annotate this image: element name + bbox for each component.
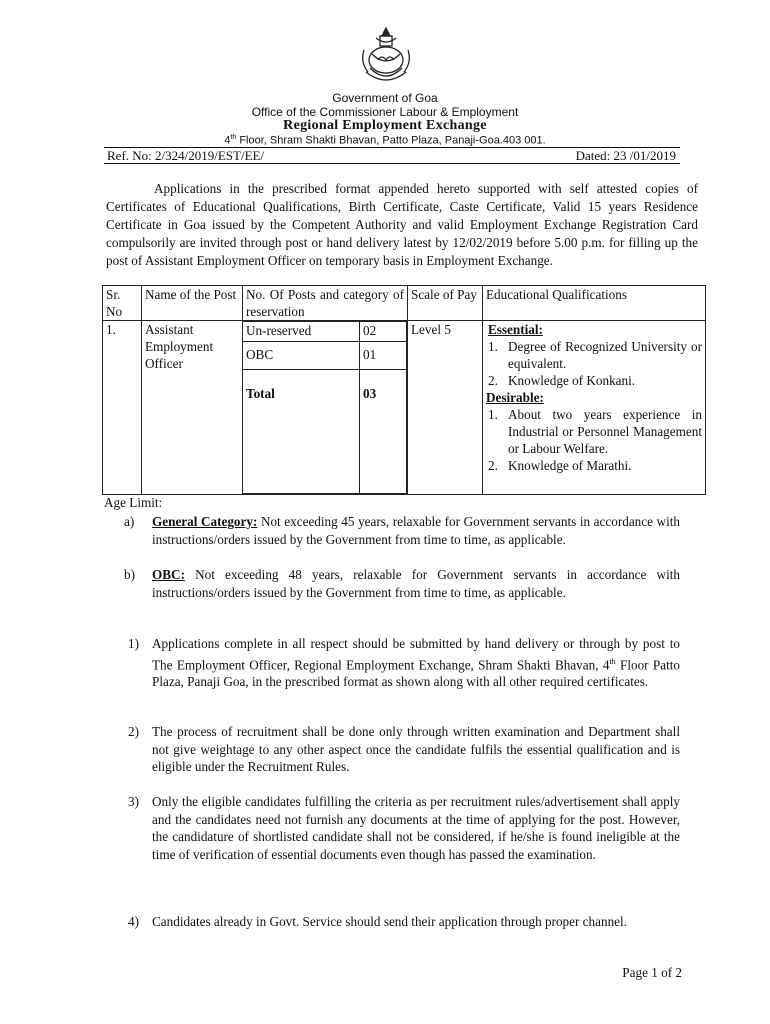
- address-rest: Floor, Shram Shakti Bhavan, Patto Plaza, Panaji-Goa.403 001.: [236, 134, 546, 147]
- goa-emblem-icon: [356, 24, 416, 90]
- row-name: Assistant Employment Officer: [142, 321, 243, 495]
- header-address: [0, 134, 770, 147]
- list-item: 1. About two years experience in Industrial or Personnel Management or Labour Welfare.: [488, 407, 702, 456]
- row-qualifications: [483, 321, 706, 495]
- reservation-count: 02: [360, 322, 407, 342]
- essential-list: [486, 338, 702, 389]
- page-number: Page 1 of 2: [622, 965, 682, 980]
- reference-bar: [104, 147, 680, 164]
- header-exchange: Regional Employment Exchange: [283, 118, 487, 133]
- desirable-list: [486, 406, 702, 474]
- table-row: [103, 321, 706, 495]
- reservation-total-count: 03: [360, 370, 407, 494]
- header-scale: Scale of Pay: [408, 286, 483, 321]
- header-qualifications: Educational Qualifications: [483, 286, 706, 321]
- essential-title: Essential:: [488, 322, 543, 337]
- reference-number: Ref. No: 2/324/2019/EST/EE/: [107, 148, 265, 163]
- age-limit-title: Age Limit:: [104, 495, 163, 510]
- header-name: Name of the Post: [142, 286, 243, 321]
- header-posts: No. Of Posts and category of reservation: [243, 286, 408, 321]
- table-header-row: [103, 286, 706, 321]
- address-floor: 4: [224, 134, 231, 147]
- age-limit-item: a) General Category: Not exceeding 45 years, relaxable for Government servants in accordance with instructions/orders issued by the Government from time to time, as applicable.: [124, 514, 680, 547]
- row-reservations: [243, 321, 408, 495]
- condition-item: 3) Only the eligible candidates fulfilling the criteria as per recruitment rules/advertisement shall apply and the candidates need not furnish any documents at the time of applying for the post. However, the candidature of shortlisted candidate shall not be considered, if he/she is found ineligible at the time of verification of essential documents even though has passed the examination.: [128, 794, 680, 862]
- address-suffix: th: [230, 134, 237, 141]
- intro-paragraph: Applications in the prescribed format appended hereto supported with self attested copies of Certificates of Educational Qualifications, Birth Certificate, Caste Certificate, Valid 15 years Residence Certificate in Goa issued by the Competent Authority and valid Employment Exchange Registration Card compulsorily are invited through post or hand delivery latest by 12/02/2019 before 5.00 p.m. for filling up the post of Assistant Employment Officer on temporary basis in Employment Exchange.: [106, 181, 698, 268]
- list-item: 2. Knowledge of Marathi.: [488, 458, 632, 473]
- posts-table: [102, 285, 706, 495]
- age-limit-item: b) OBC: Not exceeding 48 years, relaxable for Government servants in accordance with instructions/orders issued by the Government from time to time, as applicable.: [124, 567, 680, 600]
- list-item: 2. Knowledge of Konkani.: [488, 373, 636, 388]
- reservation-table: [243, 321, 407, 494]
- reference-date: Dated: 23 /01/2019: [575, 148, 676, 163]
- desirable-title: Desirable:: [486, 390, 544, 405]
- reservation-category: Un-reserved: [243, 322, 360, 342]
- row-scale: Level 5: [408, 321, 483, 495]
- row-sr: 1.: [103, 321, 142, 495]
- reservation-category: OBC: [243, 342, 360, 370]
- header-sr: Sr. No: [103, 286, 142, 321]
- header-government: Government of Goa: [332, 91, 438, 105]
- condition-item: 2) The process of recruitment shall be done only through written examination and Department shall not give weightage to any other aspect once the candidate fulfils the essential qualification and is eligible under the Recruitment Rules.: [128, 724, 680, 774]
- reservation-total-label: Total: [243, 370, 360, 494]
- condition-item: 1) Applications complete in all respect should be submitted by hand delivery or through by post to The Employment Officer, Regional Employment Exchange, Shram Shakti Bhavan, 4th Floor Patto Plaza, Panaji Goa, in the prescribed format as shown along with all other required certificates.: [128, 636, 680, 690]
- list-item: 1. Degree of Recognized University or equivalent.: [488, 339, 702, 371]
- reservation-count: 01: [360, 342, 407, 370]
- header-office: Office of the Commissioner Labour & Employment: [251, 105, 519, 119]
- condition-item: 4) Candidates already in Govt. Service should send their application through proper channel.: [128, 914, 627, 929]
